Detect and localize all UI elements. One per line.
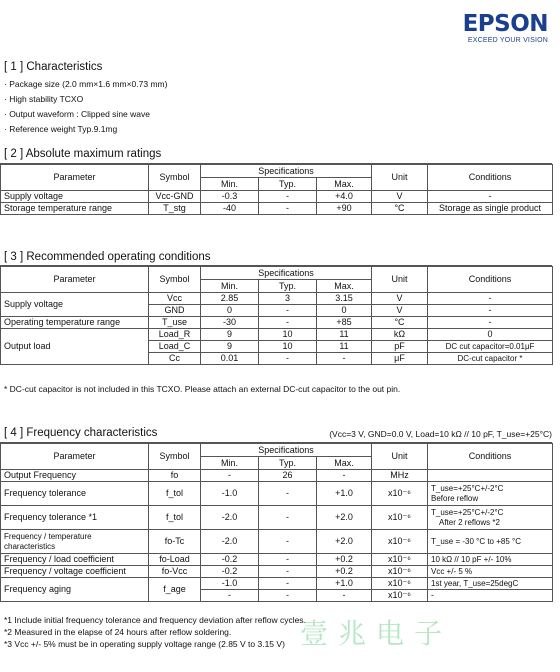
header-min: Min. xyxy=(201,457,259,470)
cell: - xyxy=(428,317,553,329)
cell: Frequency / voltage coefficient xyxy=(1,566,149,578)
cell: +1.0 xyxy=(317,482,372,506)
footnote: *3 Vcc +/- 5% must be in operating supply voltage range (2.85 V to 3.15 V) xyxy=(4,639,285,649)
cell: -2.0 xyxy=(201,506,259,530)
cell: +0.2 xyxy=(317,554,372,566)
table-row xyxy=(1,506,553,530)
cell: +1.0 xyxy=(317,578,372,590)
cell: V xyxy=(372,305,428,317)
table-row xyxy=(1,578,553,590)
cell: - xyxy=(259,554,317,566)
cell: +2.0 xyxy=(317,506,372,530)
cell: +85 xyxy=(317,317,372,329)
cell: Storage temperature range xyxy=(1,203,149,215)
cell: V xyxy=(372,293,428,305)
absolute-max-ratings-table xyxy=(0,164,553,215)
table-row xyxy=(1,191,553,203)
header-symbol: Symbol xyxy=(149,444,201,470)
header-specifications: Specifications xyxy=(201,165,372,178)
header-typ: Typ. xyxy=(259,178,317,191)
cell: Supply voltage xyxy=(1,191,149,203)
cell: +2.0 xyxy=(317,530,372,554)
cell xyxy=(1,530,149,554)
cell: x10⁻⁶ xyxy=(372,566,428,578)
cell: Load_R xyxy=(149,329,201,341)
header-max: Max. xyxy=(317,280,372,293)
cell-line: Frequency / temperature xyxy=(4,531,92,541)
cell: - xyxy=(259,191,317,203)
cell: 0 xyxy=(201,305,259,317)
cell: - xyxy=(259,305,317,317)
cell: Frequency tolerance xyxy=(1,482,149,506)
footnotes xyxy=(4,614,306,650)
header-typ: Typ. xyxy=(259,280,317,293)
header-unit: Unit xyxy=(372,444,428,470)
cell: - xyxy=(428,305,553,317)
cell: V xyxy=(372,191,428,203)
cell: 9 xyxy=(201,329,259,341)
epson-logo xyxy=(463,12,548,44)
cell: -2.0 xyxy=(201,530,259,554)
cell: Operating temperature range xyxy=(1,317,149,329)
cell: x10⁻⁶ xyxy=(372,530,428,554)
header-typ: Typ. xyxy=(259,457,317,470)
table-row xyxy=(1,293,553,305)
cell: DC cut capacitor=0.01μF xyxy=(428,341,553,353)
cell: +90 xyxy=(317,203,372,215)
cell: -0.3 xyxy=(201,191,259,203)
cell: - xyxy=(259,506,317,530)
section-2-title: [ 2 ] Absolute maximum ratings xyxy=(4,148,162,160)
header-unit: Unit xyxy=(372,267,428,293)
cell: Output Frequency xyxy=(1,470,149,482)
cell: μF xyxy=(372,353,428,365)
cell: - xyxy=(317,470,372,482)
table-row xyxy=(1,530,553,554)
cell: - xyxy=(428,590,553,602)
cell: Output load xyxy=(1,329,149,365)
header-parameter: Parameter xyxy=(1,267,149,293)
cell: fo xyxy=(149,470,201,482)
header-symbol: Symbol xyxy=(149,267,201,293)
list-item: · High stability TCXO xyxy=(4,94,84,104)
cell: fo-Tc xyxy=(149,530,201,554)
cell: 0 xyxy=(317,305,372,317)
cell: 10 xyxy=(259,341,317,353)
table-row xyxy=(1,329,553,341)
measurement-conditions: (Vcc=3 V, GND=0.0 V, Load=10 kΩ // 10 pF, T_use=+25°C) xyxy=(329,429,552,439)
cell xyxy=(428,470,553,482)
cell: 26 xyxy=(259,470,317,482)
cell xyxy=(428,506,553,530)
cell: 2.85 xyxy=(201,293,259,305)
cell: 1st year, T_use=25degC xyxy=(428,578,553,590)
cell: - xyxy=(428,293,553,305)
cell: °C xyxy=(372,317,428,329)
cell: - xyxy=(259,578,317,590)
cell: Storage as single product xyxy=(428,203,553,215)
logo-brand: EPSON xyxy=(462,11,548,37)
header-conditions: Conditions xyxy=(428,444,553,470)
section-1-title: [ 1 ] Characteristics xyxy=(4,61,103,73)
cell: - xyxy=(317,353,372,365)
watermark: 壹兆电子 xyxy=(300,617,453,650)
cell: 11 xyxy=(317,341,372,353)
table-row xyxy=(1,566,553,578)
footnote: *2 Measured in the elapse of 24 hours after reflow soldering. xyxy=(4,627,232,637)
cell: -30 xyxy=(201,317,259,329)
cell xyxy=(428,482,553,506)
cell: x10⁻⁶ xyxy=(372,506,428,530)
cell: 0 xyxy=(428,329,553,341)
header-conditions: Conditions xyxy=(428,267,553,293)
cell: 10 kΩ // 10 pF +/- 10% xyxy=(428,554,553,566)
cell: f_tol xyxy=(149,482,201,506)
cell: +0.2 xyxy=(317,566,372,578)
cell: - xyxy=(259,353,317,365)
cell: +4.0 xyxy=(317,191,372,203)
table-row xyxy=(1,317,553,329)
cell-line: Before reflow xyxy=(431,493,479,503)
table-row xyxy=(1,554,553,566)
section-4-title: [ 4 ] Frequency characteristics xyxy=(4,427,158,439)
header-symbol: Symbol xyxy=(149,165,201,191)
cell: Load_C xyxy=(149,341,201,353)
header-max: Max. xyxy=(317,178,372,191)
cell: - xyxy=(259,317,317,329)
cell: x10⁻⁶ xyxy=(372,590,428,602)
cell: kΩ xyxy=(372,329,428,341)
characteristics-list xyxy=(4,77,167,137)
cell: f_tol xyxy=(149,506,201,530)
header-max: Max. xyxy=(317,457,372,470)
cell: - xyxy=(259,482,317,506)
cell: Vcc +/- 5 % xyxy=(428,566,553,578)
header-min: Min. xyxy=(201,178,259,191)
cell: DC-cut capacitor * xyxy=(428,353,553,365)
cell: fo-Load xyxy=(149,554,201,566)
cell: x10⁻⁶ xyxy=(372,554,428,566)
cell: -0.2 xyxy=(201,554,259,566)
cell: T_use xyxy=(149,317,201,329)
cell: -40 xyxy=(201,203,259,215)
cell: - xyxy=(428,191,553,203)
cell: x10⁻⁶ xyxy=(372,578,428,590)
frequency-characteristics-table xyxy=(0,443,553,602)
cell: T_use = -30 °C to +85 °C xyxy=(428,530,553,554)
header-unit: Unit xyxy=(372,165,428,191)
cell: Frequency tolerance *1 xyxy=(1,506,149,530)
cell: 11 xyxy=(317,329,372,341)
recommended-conditions-table xyxy=(0,266,553,365)
table-row xyxy=(1,470,553,482)
header-specifications: Specifications xyxy=(201,267,372,280)
header-conditions: Conditions xyxy=(428,165,553,191)
cell-line: After 2 reflows *2 xyxy=(439,517,500,527)
cell: x10⁻⁶ xyxy=(372,482,428,506)
cell: 0.01 xyxy=(201,353,259,365)
cell: - xyxy=(201,470,259,482)
cell: 10 xyxy=(259,329,317,341)
cell: 9 xyxy=(201,341,259,353)
list-item: · Reference weight Typ.9.1mg xyxy=(4,124,118,134)
cell: Supply voltage xyxy=(1,293,149,317)
list-item: · Package size (2.0 mm×1.6 mm×0.73 mm) xyxy=(4,79,168,89)
cell: -0.2 xyxy=(201,566,259,578)
cell: Vcc xyxy=(149,293,201,305)
list-item: · Output waveform : Clipped sine wave xyxy=(4,109,150,119)
cell: 3 xyxy=(259,293,317,305)
cell: Cc xyxy=(149,353,201,365)
cell: - xyxy=(317,590,372,602)
cell: - xyxy=(259,566,317,578)
dc-cut-note: * DC-cut capacitor is not included in this TCXO. Please attach an external DC-cut capacitor to the out pin. xyxy=(4,384,401,394)
cell: Frequency aging xyxy=(1,578,149,602)
header-parameter: Parameter xyxy=(1,165,149,191)
cell-line: characteristics xyxy=(4,541,56,551)
cell: T_stg xyxy=(149,203,201,215)
cell: GND xyxy=(149,305,201,317)
header-parameter: Parameter xyxy=(1,444,149,470)
cell: pF xyxy=(372,341,428,353)
cell: fo-Vcc xyxy=(149,566,201,578)
header-min: Min. xyxy=(201,280,259,293)
cell: -1.0 xyxy=(201,482,259,506)
cell: °C xyxy=(372,203,428,215)
cell: Frequency / load coefficient xyxy=(1,554,149,566)
cell: 3.15 xyxy=(317,293,372,305)
table-row xyxy=(1,203,553,215)
header-specifications: Specifications xyxy=(201,444,372,457)
section-3-title: [ 3 ] Recommended operating conditions xyxy=(4,251,211,263)
footnote: *1 Include initial frequency tolerance and frequency deviation after reflow cycles. xyxy=(4,615,306,625)
cell: - xyxy=(259,590,317,602)
cell-line: T_use=+25°C+/-2°C xyxy=(431,507,504,517)
table-row xyxy=(1,482,553,506)
cell: - xyxy=(201,590,259,602)
cell: f_age xyxy=(149,578,201,602)
logo-tagline: EXCEED YOUR VISION xyxy=(467,37,548,44)
cell: Vcc-GND xyxy=(149,191,201,203)
cell-line: T_use=+25°C+/-2°C xyxy=(431,483,504,493)
cell: MHz xyxy=(372,470,428,482)
cell: - xyxy=(259,530,317,554)
cell: - xyxy=(259,203,317,215)
cell: -1.0 xyxy=(201,578,259,590)
